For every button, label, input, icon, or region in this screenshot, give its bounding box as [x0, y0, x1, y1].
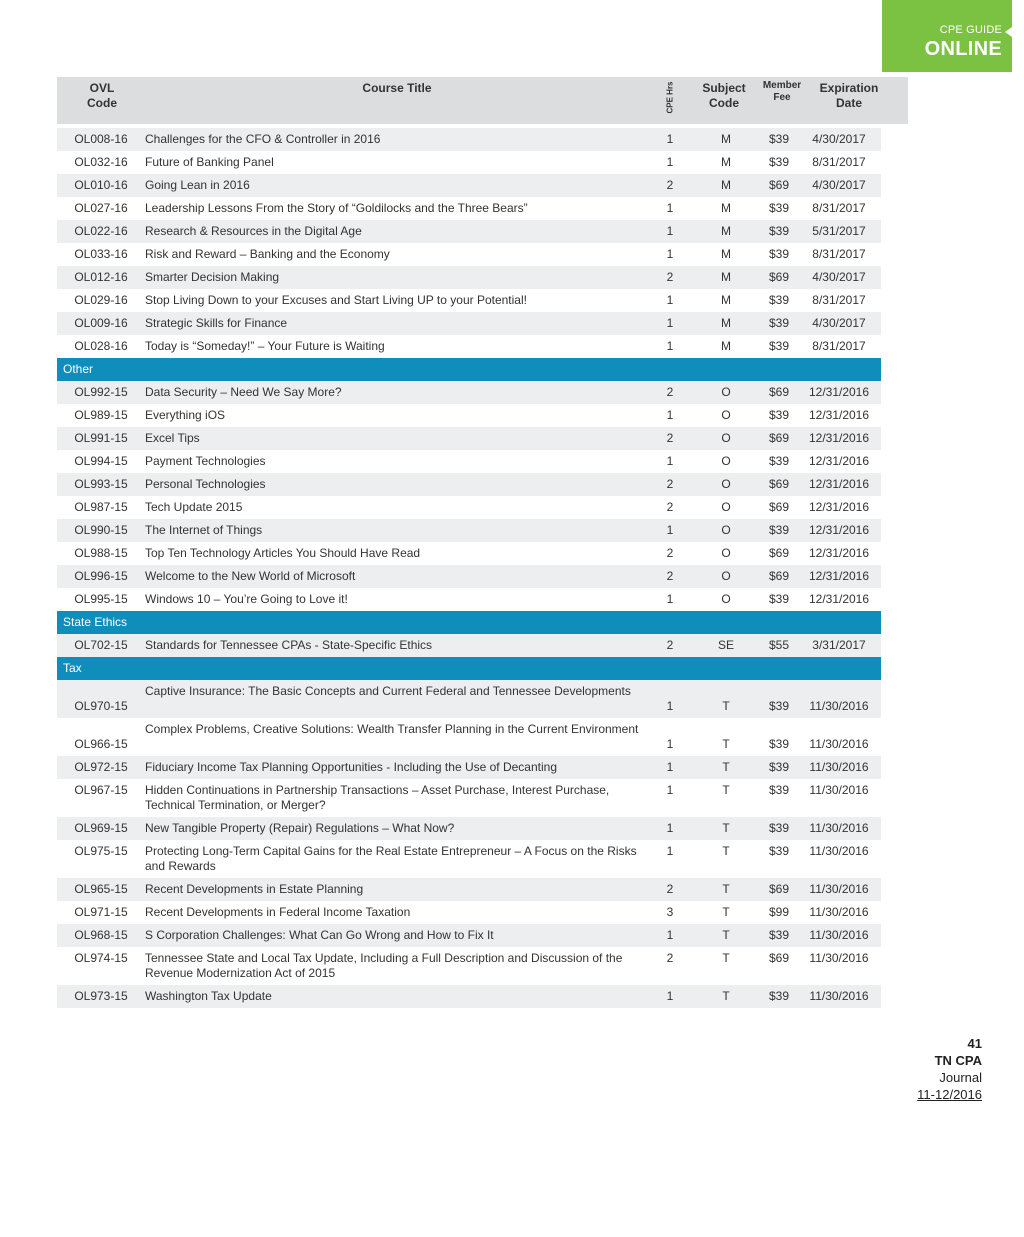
cpe-hours: 2: [666, 477, 674, 491]
subject-code: M: [721, 316, 731, 330]
course-table: [57, 128, 881, 1008]
member-fee: $69: [769, 270, 790, 284]
member-fee: $39: [769, 821, 790, 835]
course-code: OL028-16: [74, 339, 128, 353]
expiration-date: 11/30/2016: [809, 905, 869, 919]
course-title: Data Security – Need We Say More?: [145, 385, 342, 399]
course-code: OL969-15: [74, 821, 128, 835]
course-title: Leadership Lessons From the Story of “Goldilocks and the Three Bears”: [145, 201, 528, 215]
expiration-date: 12/31/2016: [808, 523, 870, 537]
expiration-date: 12/31/2016: [808, 592, 870, 606]
subject-code: T: [722, 783, 730, 797]
expiration-date: 12/31/2016: [808, 385, 870, 399]
cpe-hours: 1: [666, 316, 674, 330]
header-ovl-code: OVL Code: [87, 81, 117, 110]
member-fee: $39: [769, 132, 790, 146]
expiration-date: 11/30/2016: [809, 951, 869, 965]
member-fee: $39: [769, 989, 790, 1003]
course-code: OL994-15: [74, 454, 128, 468]
member-fee: $39: [769, 454, 790, 468]
cpe-hours: 1: [666, 454, 674, 468]
course-title: Tech Update 2015: [145, 500, 243, 514]
table-row: [57, 519, 881, 542]
course-title: Stop Living Down to your Excuses and Start Living UP to your Potential!: [145, 293, 527, 307]
cpe-hours: 2: [666, 638, 674, 652]
subject-code: T: [722, 844, 730, 858]
subject-code: O: [721, 569, 731, 583]
subject-code: T: [722, 760, 730, 774]
cpe-hours: 1: [666, 699, 674, 713]
member-fee: $69: [769, 431, 790, 445]
table-row: [57, 427, 881, 450]
course-code: OL995-15: [74, 592, 128, 606]
cpe-hours: 1: [666, 821, 674, 835]
expiration-date: 12/31/2016: [808, 431, 870, 445]
member-fee: $39: [769, 293, 790, 307]
tab-label-big: ONLINE: [924, 38, 1002, 60]
cpe-hours: 1: [666, 224, 674, 238]
course-title: Payment Technologies: [145, 454, 266, 468]
issue-date: 11-12/2016: [917, 1087, 982, 1102]
publication-name: TN CPA: [934, 1053, 982, 1068]
table-row: [57, 756, 881, 779]
course-title: Recent Developments in Estate Planning: [145, 882, 364, 896]
expiration-date: 8/31/2017: [812, 339, 866, 353]
table-row: [57, 243, 881, 266]
course-title: Research & Resources in the Digital Age: [145, 224, 362, 238]
subject-code: M: [721, 270, 731, 284]
header-subject-code: Subject Code: [702, 81, 746, 110]
member-fee: $69: [769, 500, 790, 514]
member-fee: $39: [769, 760, 790, 774]
table-row: [57, 450, 881, 473]
course-code: OL971-15: [74, 905, 128, 919]
expiration-date: 8/31/2017: [812, 247, 866, 261]
table-row: [57, 947, 881, 985]
subject-code: M: [721, 201, 731, 215]
cpe-hours: 1: [666, 783, 674, 797]
cpe-hours: 1: [666, 408, 674, 422]
subject-code: M: [721, 132, 731, 146]
subject-code: T: [722, 737, 730, 751]
member-fee: $39: [769, 737, 790, 751]
section-header: Other: [57, 358, 881, 381]
cpe-guide-tab: [882, 0, 1012, 72]
table-row: [57, 924, 881, 947]
course-title: Excel Tips: [145, 431, 200, 445]
tab-label-small: CPE GUIDE: [882, 24, 1002, 36]
subject-code: O: [721, 431, 731, 445]
subject-code: O: [721, 385, 731, 399]
course-code: OL008-16: [74, 132, 128, 146]
expiration-date: 11/30/2016: [809, 760, 869, 774]
subject-code: T: [722, 821, 730, 835]
member-fee: $39: [769, 247, 790, 261]
member-fee: $39: [769, 201, 790, 215]
member-fee: $39: [769, 408, 790, 422]
table-row: [57, 289, 881, 312]
member-fee: $39: [769, 224, 790, 238]
course-code: OL033-16: [74, 247, 128, 261]
expiration-date: 12/31/2016: [808, 477, 870, 491]
course-code: OL993-15: [74, 477, 128, 491]
member-fee: $69: [769, 951, 790, 965]
subject-code: T: [722, 989, 730, 1003]
course-title: The Internet of Things: [145, 523, 263, 537]
table-row: [57, 335, 881, 358]
course-code: OL965-15: [74, 882, 128, 896]
member-fee: $39: [769, 592, 790, 606]
header-course-title: Course Title: [362, 81, 432, 95]
course-title: Tennessee State and Local Tax Update, Including a Full Description and Discussion of the Revenue Modernization Act of 2015: [145, 951, 623, 980]
subject-code: O: [721, 500, 731, 514]
table-row: [57, 718, 881, 756]
header-expiration-date: Expiration Date: [819, 81, 879, 110]
table-row: [57, 266, 881, 289]
course-title: Top Ten Technology Articles You Should Have Read: [145, 546, 421, 560]
expiration-date: 8/31/2017: [812, 293, 866, 307]
subject-code: M: [721, 339, 731, 353]
table-row: [57, 680, 881, 718]
course-title: Strategic Skills for Finance: [145, 316, 288, 330]
member-fee: $99: [769, 905, 790, 919]
member-fee: $39: [769, 699, 790, 713]
expiration-date: 12/31/2016: [808, 500, 870, 514]
cpe-hours: 1: [666, 339, 674, 353]
cpe-hours: 2: [666, 951, 674, 965]
cpe-hours: 1: [666, 928, 674, 942]
expiration-date: 8/31/2017: [812, 201, 866, 215]
course-code: OL967-15: [74, 783, 128, 797]
course-title: S Corporation Challenges: What Can Go Wrong and How to Fix It: [145, 928, 494, 942]
table-row: [57, 985, 881, 1008]
table-row: [57, 174, 881, 197]
expiration-date: 4/30/2017: [812, 178, 866, 192]
member-fee: $39: [769, 339, 790, 353]
course-code: OL032-16: [74, 155, 128, 169]
subject-code: T: [722, 905, 730, 919]
member-fee: $55: [769, 638, 790, 652]
cpe-hours: 1: [666, 737, 674, 751]
subject-code: O: [721, 592, 731, 606]
expiration-date: 12/31/2016: [808, 546, 870, 560]
table-row: [57, 634, 881, 657]
member-fee: $39: [769, 155, 790, 169]
cpe-hours: 1: [666, 760, 674, 774]
course-code: OL975-15: [74, 844, 128, 858]
table-row: [57, 779, 881, 817]
course-code: OL966-15: [74, 737, 128, 751]
cpe-hours: 2: [666, 569, 674, 583]
course-code: OL988-15: [74, 546, 128, 560]
expiration-date: 4/30/2017: [812, 270, 866, 284]
cpe-hours: 1: [666, 247, 674, 261]
subject-code: O: [721, 477, 731, 491]
expiration-date: 12/31/2016: [808, 569, 870, 583]
cpe-hours: 3: [666, 905, 674, 919]
course-title: Everything iOS: [145, 408, 226, 422]
course-code: OL987-15: [74, 500, 128, 514]
course-code: OL027-16: [74, 201, 128, 215]
course-title: Captive Insurance: The Basic Concepts and Current Federal and Tennessee Developments: [145, 684, 631, 698]
course-code: OL970-15: [74, 699, 128, 713]
table-row: [57, 404, 881, 427]
cpe-hours: 2: [666, 882, 674, 896]
course-code: OL022-16: [74, 224, 128, 238]
subject-code: T: [722, 699, 730, 713]
course-title: Risk and Reward – Banking and the Economy: [145, 247, 390, 261]
table-row: [57, 473, 881, 496]
member-fee: $39: [769, 783, 790, 797]
page-footer: [917, 1035, 982, 1103]
course-title: Fiduciary Income Tax Planning Opportunities - Including the Use of Decanting: [145, 760, 558, 774]
table-row: [57, 496, 881, 519]
table-row: [57, 565, 881, 588]
cpe-hours: 1: [666, 523, 674, 537]
subject-code: M: [721, 293, 731, 307]
subject-code: M: [721, 155, 731, 169]
table-header: [57, 77, 908, 124]
table-row: [57, 381, 881, 404]
expiration-date: 5/31/2017: [812, 224, 866, 238]
table-row: [57, 197, 881, 220]
course-code: OL996-15: [74, 569, 128, 583]
subject-code: M: [721, 178, 731, 192]
table-row: [57, 840, 881, 878]
cpe-hours: 1: [666, 592, 674, 606]
expiration-date: 12/31/2016: [808, 454, 870, 468]
course-title: Challenges for the CFO & Controller in 2016: [145, 132, 381, 146]
expiration-date: 11/30/2016: [809, 783, 869, 797]
course-code: OL010-16: [74, 178, 128, 192]
member-fee: $69: [769, 385, 790, 399]
subject-code: T: [722, 951, 730, 965]
table-row: [57, 151, 881, 174]
subject-code: M: [721, 247, 731, 261]
course-code: OL009-16: [74, 316, 128, 330]
cpe-hours: 1: [666, 293, 674, 307]
course-code: OL702-15: [74, 638, 128, 652]
course-code: OL992-15: [74, 385, 128, 399]
cpe-hours: 1: [666, 155, 674, 169]
expiration-date: 11/30/2016: [809, 699, 869, 713]
expiration-date: 11/30/2016: [809, 989, 869, 1003]
member-fee: $69: [769, 178, 790, 192]
course-title: Windows 10 – You’re Going to Love it!: [145, 592, 348, 606]
expiration-date: 11/30/2016: [809, 928, 869, 942]
subject-code: M: [721, 224, 731, 238]
table-row: [57, 817, 881, 840]
expiration-date: 11/30/2016: [809, 821, 869, 835]
course-title: Welcome to the New World of Microsoft: [145, 569, 356, 583]
course-code: OL029-16: [74, 293, 128, 307]
course-code: OL991-15: [74, 431, 128, 445]
cpe-hours: 1: [666, 844, 674, 858]
expiration-date: 11/30/2016: [809, 844, 869, 858]
expiration-date: 4/30/2017: [812, 316, 866, 330]
subject-code: O: [721, 546, 731, 560]
course-title: Future of Banking Panel: [145, 155, 274, 169]
member-fee: $39: [769, 844, 790, 858]
header-member-fee: Member Fee: [762, 80, 802, 103]
cpe-hours: 1: [666, 132, 674, 146]
subject-code: O: [721, 523, 731, 537]
course-title: Today is “Someday!” – Your Future is Waiting: [145, 339, 385, 353]
course-title: Protecting Long-Term Capital Gains for the Real Estate Entrepreneur – A Focus on the Risks and Rewards: [145, 844, 637, 873]
cpe-hours: 2: [666, 270, 674, 284]
expiration-date: 4/30/2017: [812, 132, 866, 146]
course-title: Going Lean in 2016: [145, 178, 250, 192]
subject-code: O: [721, 408, 731, 422]
cpe-hours: 2: [666, 178, 674, 192]
member-fee: $39: [769, 316, 790, 330]
member-fee: $39: [769, 928, 790, 942]
course-title: New Tangible Property (Repair) Regulations – What Now?: [145, 821, 455, 835]
course-title: Complex Problems, Creative Solutions: Wealth Transfer Planning in the Current Environment: [145, 722, 639, 736]
cpe-hours: 2: [666, 431, 674, 445]
course-title: Washington Tax Update: [145, 989, 272, 1003]
course-title: Standards for Tennessee CPAs - State-Specific Ethics: [145, 638, 433, 652]
course-title: Personal Technologies: [145, 477, 266, 491]
table-row: [57, 220, 881, 243]
course-code: OL973-15: [74, 989, 128, 1003]
course-code: OL974-15: [74, 951, 128, 965]
table-row: [57, 312, 881, 335]
header-cpe-hrs: CPE Hrs: [665, 81, 675, 114]
course-code: OL968-15: [74, 928, 128, 942]
cpe-hours: 1: [666, 201, 674, 215]
subject-code: O: [721, 454, 731, 468]
section-header: Tax: [57, 657, 881, 680]
course-code: OL012-16: [74, 270, 128, 284]
subject-code: T: [722, 928, 730, 942]
expiration-date: 12/31/2016: [808, 408, 870, 422]
expiration-date: 11/30/2016: [809, 882, 869, 896]
member-fee: $39: [769, 523, 790, 537]
expiration-date: 8/31/2017: [812, 155, 866, 169]
member-fee: $69: [769, 882, 790, 896]
course-code: OL989-15: [74, 408, 128, 422]
table-row: [57, 901, 881, 924]
expiration-date: 3/31/2017: [812, 638, 866, 652]
publication-subtitle: Journal: [939, 1070, 982, 1085]
table-row: [57, 542, 881, 565]
table-row: [57, 588, 881, 611]
member-fee: $69: [769, 477, 790, 491]
course-title: Smarter Decision Making: [145, 270, 280, 284]
course-code: OL972-15: [74, 760, 128, 774]
course-code: OL990-15: [74, 523, 128, 537]
cpe-hours: 2: [666, 546, 674, 560]
course-title: Hidden Continuations in Partnership Transactions – Asset Purchase, Interest Purchase, Technical Termination, or Merger?: [145, 783, 610, 812]
table-row: [57, 878, 881, 901]
member-fee: $69: [769, 546, 790, 560]
subject-code: T: [722, 882, 730, 896]
page-number: 41: [967, 1036, 982, 1051]
expiration-date: 11/30/2016: [809, 737, 869, 751]
section-header: State Ethics: [57, 611, 881, 634]
course-title: Recent Developments in Federal Income Taxation: [145, 905, 411, 919]
subject-code: SE: [717, 638, 734, 652]
table-row: [57, 128, 881, 151]
cpe-hours: 2: [666, 385, 674, 399]
cpe-hours: 1: [666, 989, 674, 1003]
member-fee: $69: [769, 569, 790, 583]
cpe-hours: 2: [666, 500, 674, 514]
